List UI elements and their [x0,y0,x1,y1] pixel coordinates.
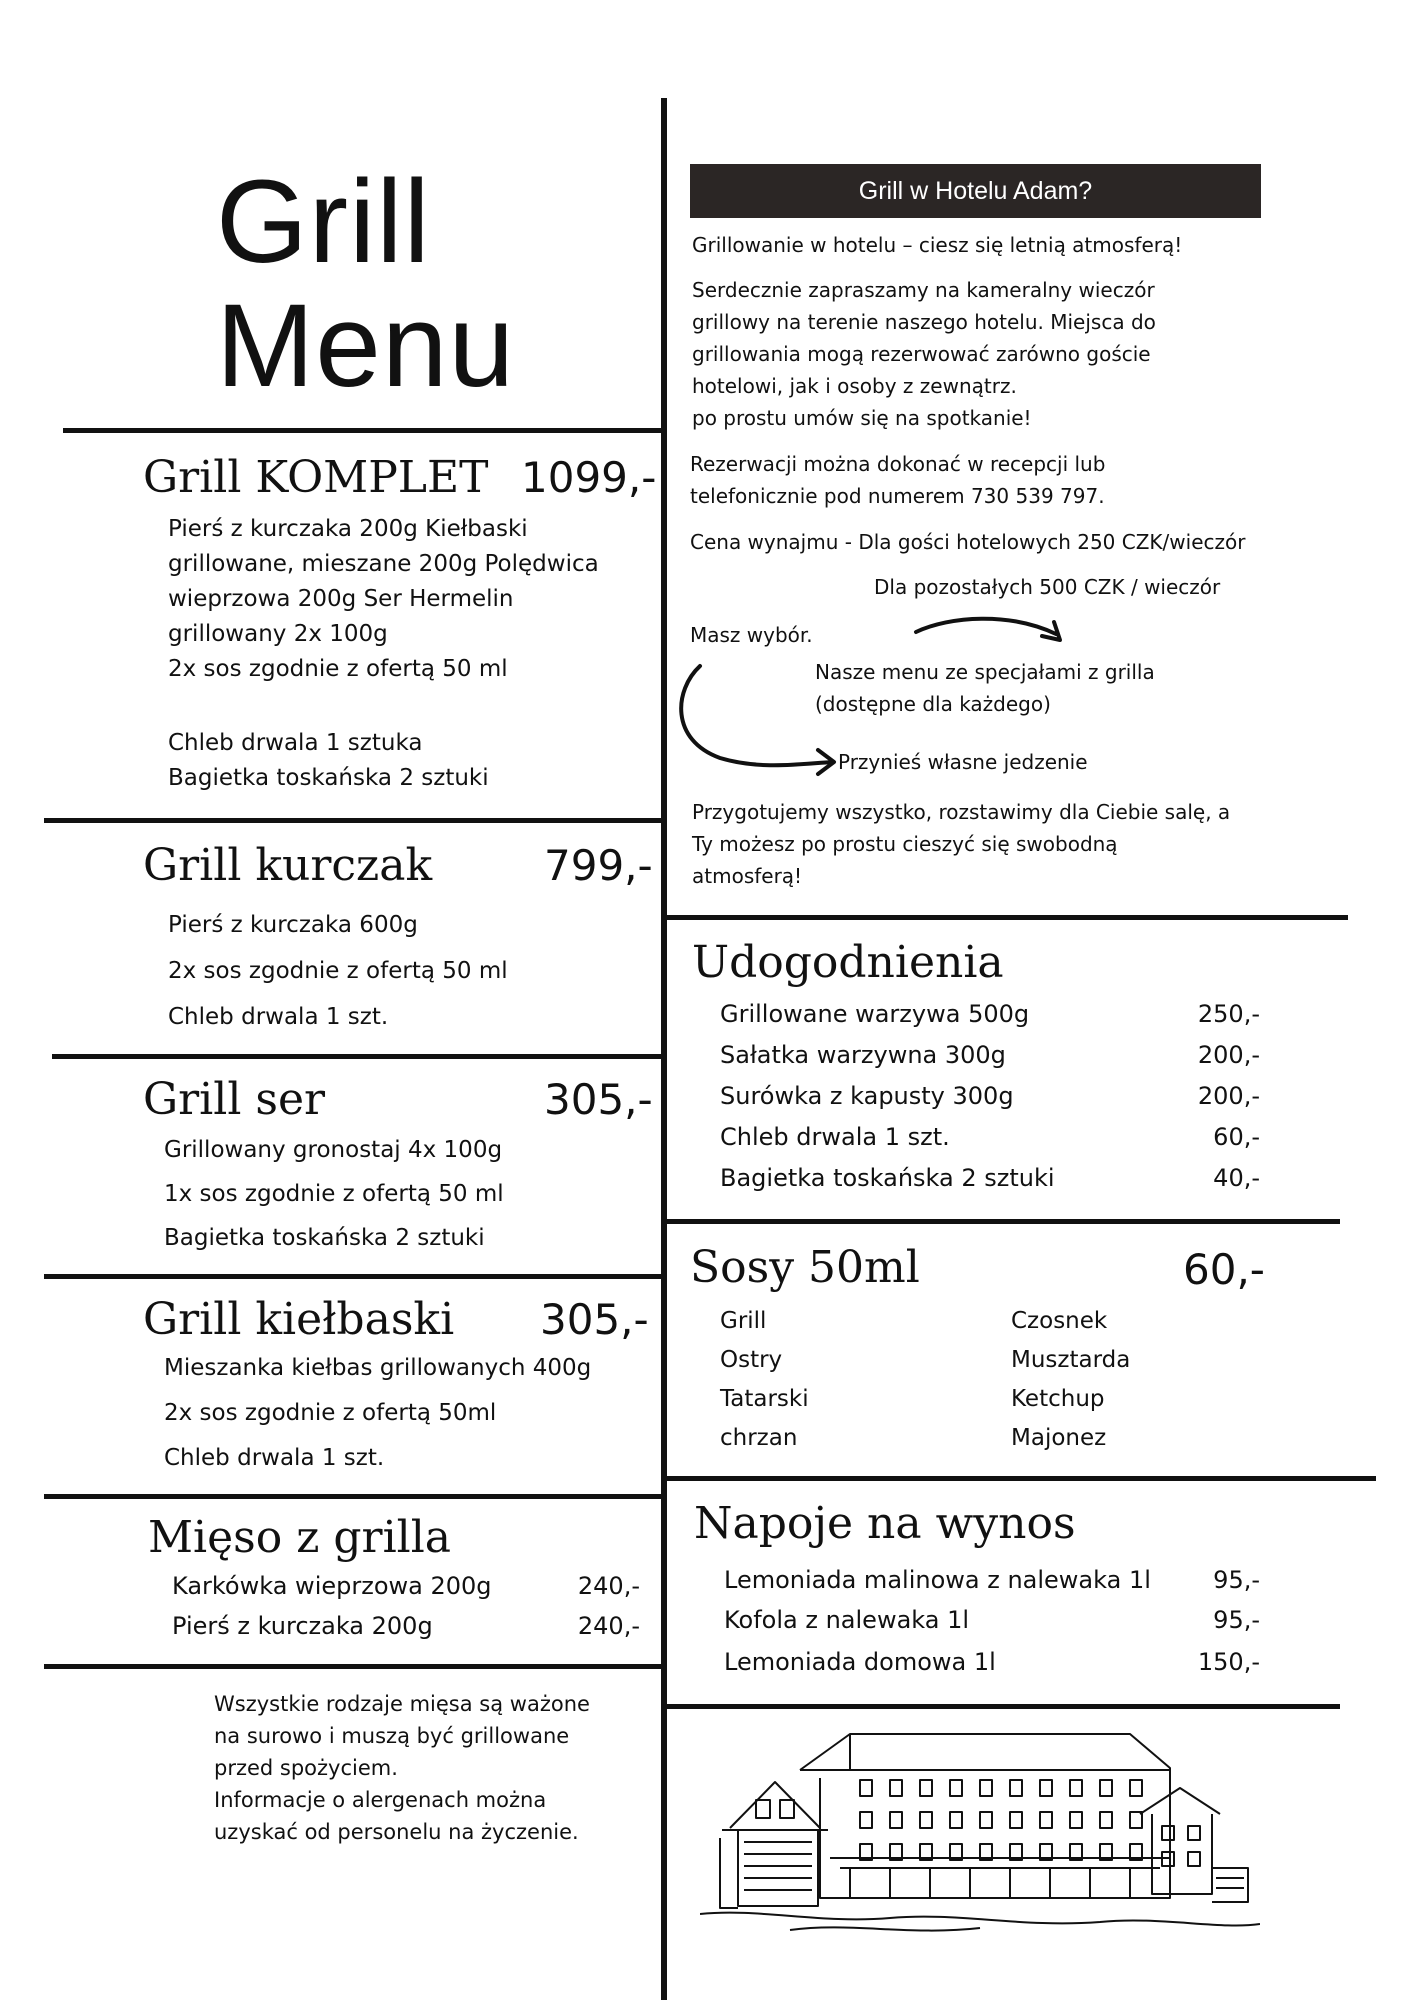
mieso-title: Mięso z grilla [148,1512,452,1563]
divider-ser [44,1274,664,1279]
info-reservation-line: telefonicznie pod numerem 730 539 797. [690,484,1105,508]
udogodnienia-item-name: Chleb drwala 1 szt. [720,1123,950,1151]
napoje-row [724,1642,1260,1682]
udogodnienia-item-price: 250,- [1197,1000,1260,1028]
ser-description [164,1128,504,1260]
info-option-menu-line: (dostępne dla każdego) [815,692,1051,716]
info-paragraph-line: grillowy na terenie naszego hotelu. Miejsca do [692,310,1156,334]
napoje-item-price: 150,- [1197,1648,1260,1676]
komplet-description [168,512,599,687]
info-paragraph-line: hotelowi, jak i osoby z zewnątrz. [692,374,1017,398]
hotel-building-illustration [700,1718,1260,1940]
info-paragraph-line: grillowania mogą rezerwować zarówno goście [692,342,1151,366]
info-reservation-line: Rezerwacji można dokonać w recepcji lub [690,452,1106,476]
ser-title: Grill ser [143,1074,326,1125]
komplet-extras [168,726,489,796]
divider-udogodnienia [664,1219,1340,1224]
info-choice: Masz wybór. [690,623,813,647]
napoje-row [724,1600,1260,1640]
sauce-item: Czosnek [1011,1308,1108,1334]
napoje-row [724,1560,1260,1600]
mieso-item-name: Karkówka wieprzowa 200g [172,1572,492,1600]
udogodnienia-row [720,994,1260,1034]
komplet-title: Grill KOMPLET [143,452,489,503]
komplet-line: wieprzowa 200g Ser Hermelin [168,586,514,612]
info-closing-line: Przygotujemy wszystko, rozstawimy dla Ciebie salę, a [692,800,1231,824]
divider-kielbaski [44,1494,664,1499]
ser-line: 1x sos zgodnie z ofertą 50 ml [164,1181,504,1207]
kielbaski-line: Chleb drwala 1 szt. [164,1445,385,1471]
sauce-item: Majonez [1011,1425,1107,1451]
info-closing-line: Ty możesz po prostu cieszyć się swobodną [692,832,1118,856]
kurczak-price: 799,- [544,841,653,890]
udogodnienia-row [720,1117,1260,1157]
udogodnienia-item-name: Grillowane warzywa 500g [720,1000,1030,1028]
info-option-menu [815,656,1155,720]
arrow-to-menu-icon [910,606,1080,656]
napoje-item-price: 95,- [1213,1606,1260,1634]
menu-title-line2: Menu [216,280,516,412]
mieso-row [172,1606,640,1646]
note-line: uzyskać od personelu na życzenie. [214,1820,579,1844]
allergen-note [214,1688,590,1848]
note-line: Informacje o alergenach można [214,1788,547,1812]
komplet-price: 1099,- [521,453,657,502]
info-headline: Grillowanie w hotelu – ciesz się letnią atmosferą! [692,233,1183,257]
napoje-item-name: Kofola z nalewaka 1l [724,1606,970,1634]
info-paragraph [692,274,1156,434]
sosy-list-right [1011,1302,1130,1458]
sauce-item: Ostry [720,1347,783,1373]
info-option-own-food: Przynieś własne jedzenie [838,750,1088,774]
divider-mieso [44,1664,664,1669]
napoje-item-name: Lemoniada malinowa z nalewaka 1l [724,1566,1151,1594]
menu-title [216,156,516,412]
divider-komplet [44,818,664,823]
udogodnienia-item-name: Sałatka warzywna 300g [720,1041,1006,1069]
sosy-price: 60,- [1183,1245,1265,1294]
info-paragraph-line: po prostu umów się na spotkanie! [692,406,1032,430]
mieso-item-price: 240,- [577,1572,640,1600]
udogodnienia-row [720,1035,1260,1075]
sosy-title: Sosy 50ml [690,1242,920,1293]
ser-price: 305,- [544,1075,653,1124]
ser-line: Bagietka toskańska 2 sztuki [164,1225,485,1251]
udogodnienia-item-price: 40,- [1213,1164,1260,1192]
info-banner: Grill w Hotelu Adam? [690,164,1261,218]
kielbaski-price: 305,- [540,1295,649,1344]
divider-sosy [664,1476,1376,1481]
udogodnienia-row [720,1076,1260,1116]
komplet-line: 2x sos zgodnie z ofertą 50 ml [168,656,508,682]
menu-title-line1: Grill [216,156,431,288]
napoje-item-name: Lemoniada domowa 1l [724,1648,996,1676]
info-closing [692,796,1230,892]
udogodnienia-item-name: Surówka z kapusty 300g [720,1082,1014,1110]
sauce-item: Ketchup [1011,1386,1105,1412]
divider-kurczak [52,1054,664,1059]
mieso-item-price: 240,- [577,1612,640,1640]
sauce-item: Musztarda [1011,1347,1131,1373]
kurczak-description [168,902,508,1040]
udogodnienia-title: Udogodnienia [692,937,1004,988]
komplet-line: grillowane, mieszane 200g Polędwica [168,551,599,577]
kielbaski-line: Mieszanka kiełbas grillowanych 400g [164,1355,592,1381]
sauce-item: chrzan [720,1425,798,1451]
napoje-item-price: 95,- [1213,1566,1260,1594]
center-vertical-divider [661,98,667,2000]
info-option-menu-line: Nasze menu ze specjałami z grilla [815,660,1155,684]
info-price-others: Dla pozostałych 500 CZK / wieczór [874,575,1221,599]
info-paragraph-line: Serdecznie zapraszamy na kameralny wieczór [692,278,1155,302]
kurczak-line: 2x sos zgodnie z ofertą 50 ml [168,958,508,984]
udogodnienia-item-name: Bagietka toskańska 2 sztuki [720,1164,1055,1192]
komplet-extra: Chleb drwala 1 sztuka [168,730,423,756]
napoje-title: Napoje na wynos [694,1498,1076,1549]
kurczak-line: Chleb drwala 1 szt. [168,1004,389,1030]
komplet-line: Pierś z kurczaka 200g Kiełbaski [168,516,528,542]
komplet-line: grillowany 2x 100g [168,621,388,647]
mieso-row [172,1566,640,1606]
kielbaski-line: 2x sos zgodnie z ofertą 50ml [164,1400,497,1426]
ser-line: Grillowany gronostaj 4x 100g [164,1137,503,1163]
note-line: na surowo i muszą być grillowane [214,1724,570,1748]
divider-napoje [664,1704,1340,1709]
udogodnienia-row [720,1158,1260,1198]
kielbaski-title: Grill kiełbaski [143,1294,455,1345]
udogodnienia-item-price: 200,- [1197,1041,1260,1069]
komplet-extra: Bagietka toskańska 2 sztuki [168,765,489,791]
note-line: Wszystkie rodzaje mięsa są ważone [214,1692,590,1716]
sauce-item: Tatarski [720,1386,809,1412]
divider-title [63,428,664,433]
kurczak-line: Pierś z kurczaka 600g [168,912,418,938]
udogodnienia-item-price: 60,- [1213,1123,1260,1151]
sosy-list-left [720,1302,809,1458]
kielbaski-description [164,1346,591,1481]
info-closing-line: atmosferą! [692,864,803,888]
divider-info [664,915,1348,920]
info-price-guests: Cena wynajmu - Dla gości hotelowych 250 CZK/wieczór [690,530,1246,554]
sauce-item: Grill [720,1308,767,1334]
udogodnienia-item-price: 200,- [1197,1082,1260,1110]
kurczak-title: Grill kurczak [143,840,433,891]
info-reservation [690,448,1105,512]
note-line: przed spożyciem. [214,1756,398,1780]
mieso-item-name: Pierś z kurczaka 200g [172,1612,433,1640]
